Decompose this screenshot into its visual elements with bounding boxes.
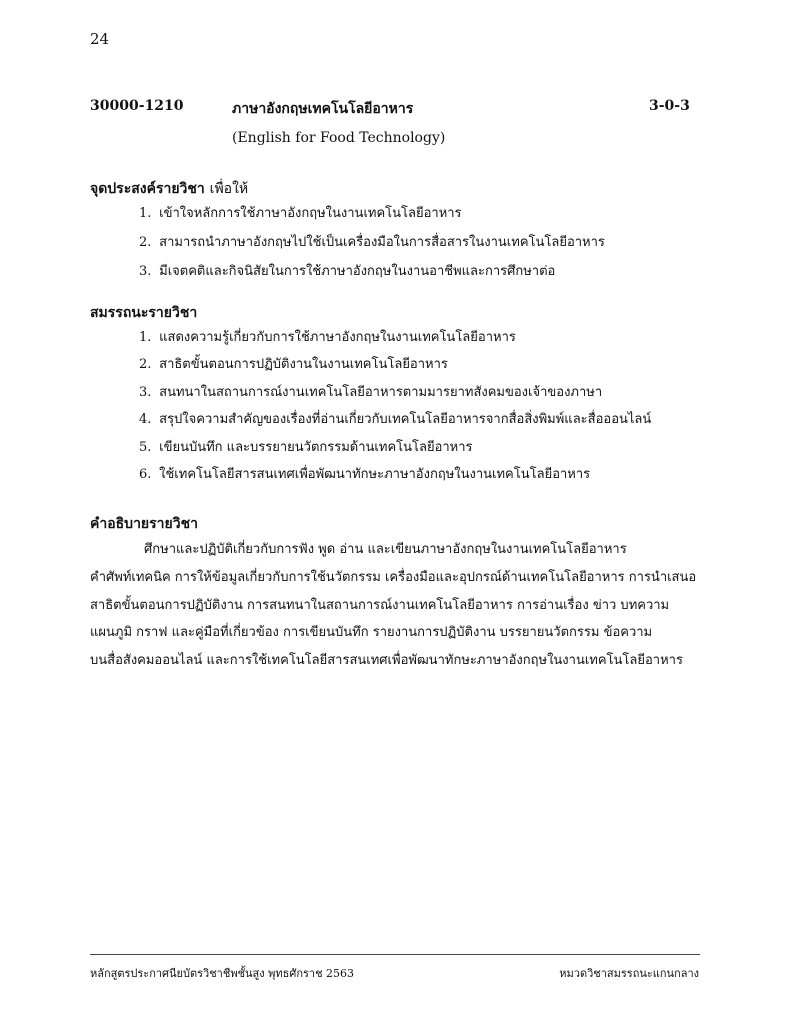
- course-title-th: ภาษาอังกฤษเทคโนโลยีอาหาร: [232, 101, 414, 117]
- item-text: เข้าใจหลักการใช้ภาษาอังกฤษในงานเทคโนโลยีอาหาร: [159, 206, 462, 221]
- list-item: [139, 411, 651, 438]
- footer-curriculum: หลักสูตรประกาศนียบัตรวิชาชีพชั้นสูง พุทธศักราช 2563: [90, 967, 355, 980]
- list-item: [139, 466, 651, 493]
- item-number: 4.: [139, 412, 152, 428]
- description-paragraph: [90, 541, 702, 680]
- item-number: 1.: [139, 206, 152, 221]
- item-number: 3.: [139, 264, 152, 279]
- list-item: [139, 329, 651, 356]
- footer-category: หมวดวิชาสมรรถนะแกนกลาง: [559, 967, 699, 980]
- item-number: 2.: [139, 235, 152, 250]
- list-item: [139, 356, 651, 383]
- paragraph-line: สาธิตขั้นตอนการปฏิบัติงาน การสนทนาในสถานการณ์งานเทคโนโลยีอาหาร การอ่านเรื่อง ข่าว บทความ: [90, 597, 670, 613]
- item-number: 3.: [139, 384, 152, 400]
- list-item: [139, 234, 605, 263]
- item-text: แสดงความรู้เกี่ยวกับการใช้ภาษาอังกฤษในงานเทคโนโลยีอาหาร: [159, 330, 516, 345]
- competencies-list: [139, 329, 651, 493]
- course-title-en: (English for Food Technology): [232, 130, 446, 146]
- objectives-heading-suffix: เพื่อให้: [209, 181, 249, 197]
- objectives-heading: [90, 178, 248, 200]
- item-number: 1.: [139, 330, 152, 345]
- item-text: สนทนาในสถานการณ์งานเทคโนโลยีอาหารตามมารยาทสังคมของเจ้าของภาษา: [159, 384, 603, 400]
- description-heading: คำอธิบายรายวิชา: [90, 516, 198, 532]
- item-text: สรุปใจความสำคัญของเรื่องที่อ่านเกี่ยวกับเทคโนโลยีอาหารจากสื่อสิ่งพิมพ์และสื่อออนไลน์: [159, 412, 652, 428]
- list-item: [139, 384, 651, 411]
- item-number: 2.: [139, 357, 152, 373]
- competencies-heading: สมรรถนะรายวิชา: [90, 305, 198, 321]
- list-item: [139, 205, 605, 234]
- paragraph-line: บนสื่อสังคมออนไลน์ และการใช้เทคโนโลยีสารสนเทศเพื่อพัฒนาทักษะภาษาอังกฤษในงานเทคโนโลยีอาหาร: [90, 653, 683, 669]
- paragraph-line: คำศัพท์เทคนิค การให้ข้อมูลเกี่ยวกับการใช้นวัตกรรม เครื่องมือและอุปกรณ์ด้านเทคโนโลยีอาหาร การนำเสนอ: [90, 569, 697, 585]
- list-item: [139, 263, 605, 292]
- item-text: มีเจตคติและกิจนิสัยในการใช้ภาษาอังกฤษในงานอาชีพและการศึกษาต่อ: [159, 264, 556, 279]
- item-number: 5.: [139, 439, 152, 455]
- paragraph-line: แผนภูมิ กราฟ และคู่มือที่เกี่ยวข้อง การเขียนบันทึก รายงานการปฏิบัติงาน บรรยายนวัตกรรม ข้อความ: [90, 625, 653, 641]
- objectives-list: [139, 205, 605, 292]
- item-text: เขียนบันทึก และบรรยายนวัตกรรมด้านเทคโนโลยีอาหาร: [159, 439, 473, 455]
- page-number: 24: [90, 30, 110, 48]
- item-text: สามารถนำภาษาอังกฤษไปใช้เป็นเครื่องมือในการสื่อสารในงานเทคโนโลยีอาหาร: [159, 235, 605, 250]
- course-credits: 3-0-3: [649, 98, 690, 114]
- list-item: [139, 439, 651, 466]
- item-text: สาธิตขั้นตอนการปฏิบัติงานในงานเทคโนโลยีอาหาร: [159, 357, 448, 373]
- item-text: ใช้เทคโนโลยีสารสนเทศเพื่อพัฒนาทักษะภาษาอังกฤษในงานเทคโนโลยีอาหาร: [159, 466, 591, 482]
- course-code: 30000-1210: [90, 98, 184, 114]
- footer-divider: [90, 954, 700, 955]
- paragraph-line: ศึกษาและปฏิบัติเกี่ยวกับการฟัง พูด อ่าน และเขียนภาษาอังกฤษในงานเทคโนโลยีอาหาร: [144, 542, 627, 557]
- item-number: 6.: [139, 466, 152, 482]
- objectives-heading-label: จุดประสงค์รายวิชา: [90, 181, 205, 197]
